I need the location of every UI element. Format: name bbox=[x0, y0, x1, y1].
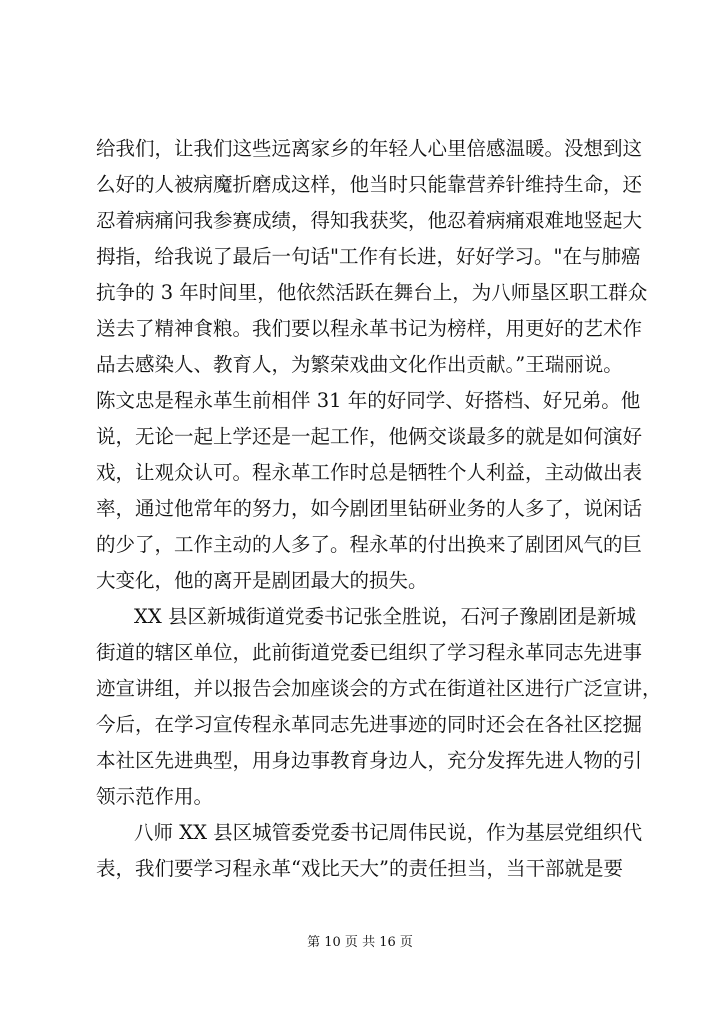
paragraph-line: 迹宣讲组，并以报告会加座谈会的方式在街道社区进行广泛宣讲， bbox=[96, 677, 662, 700]
paragraph-line: 陈文忠是程永革生前相伴 31 年的好同学、好搭档、好兄弟。他 bbox=[96, 389, 641, 412]
paragraph-line: 大变化，他的离开是剧团最大的损失。 bbox=[96, 569, 428, 592]
paragraph-line: 八师 XX 县区城管委党委书记周伟民说，作为基层党组织代 bbox=[134, 821, 643, 844]
paragraph-line: 抗争的 3 年时间里，他依然活跃在舞台上，为八师垦区职工群众 bbox=[96, 281, 648, 304]
paragraph-line: 街道的辖区单位，此前街道党委已组织了学习程永革同志先进事 bbox=[96, 641, 643, 664]
paragraph-line: 么好的人被病魔折磨成这样，他当时只能靠营养针维持生命，还 bbox=[96, 173, 643, 196]
paragraph-line: 说，无论一起上学还是一起工作，他俩交谈最多的就是如何演好 bbox=[96, 425, 643, 448]
paragraph-line: 本社区先进典型，用身边事教育身边人，充分发挥先进人物的引 bbox=[96, 749, 643, 772]
paragraph-line: 戏，让观众认可。程永革工作时总是牺牲个人利益，主动做出表 bbox=[96, 461, 643, 484]
paragraph-line: 品去感染人、教育人，为繁荣戏曲文化作出贡献。”王瑞丽说。 bbox=[96, 353, 623, 376]
paragraph-line: 领示范作用。 bbox=[96, 785, 214, 808]
paragraph-line: 忍着病痛问我参赛成绩，得知我获奖，他忍着病痛艰难地竖起大 bbox=[96, 209, 643, 232]
paragraph-line: 送去了精神食粮。我们要以程永革书记为榜样，用更好的艺术作 bbox=[96, 317, 643, 340]
paragraph-line: 表，我们要学习程永革“戏比天大”的责任担当，当干部就是要 bbox=[96, 857, 623, 880]
paragraph-line: 的少了，工作主动的人多了。程永革的付出换来了剧团风气的巨 bbox=[96, 533, 643, 556]
paragraph-line: 今后，在学习宣传程永革同志先进事迹的同时还会在各社区挖掘 bbox=[96, 713, 643, 736]
paragraph-line: 率，通过他常年的努力，如今剧团里钻研业务的人多了，说闲话 bbox=[96, 497, 643, 520]
paragraph-line: 拇指，给我说了最后一句话"工作有长进，好好学习。"在与肺癌 bbox=[96, 245, 641, 268]
paragraph-line: 给我们，让我们这些远离家乡的年轻人心里倍感温暖。没想到这 bbox=[96, 137, 643, 160]
page-number-footer: 第 10 页 共 16 页 bbox=[307, 935, 413, 950]
paragraph-line: XX 县区新城街道党委书记张全胜说，石河子豫剧团是新城 bbox=[134, 605, 636, 628]
